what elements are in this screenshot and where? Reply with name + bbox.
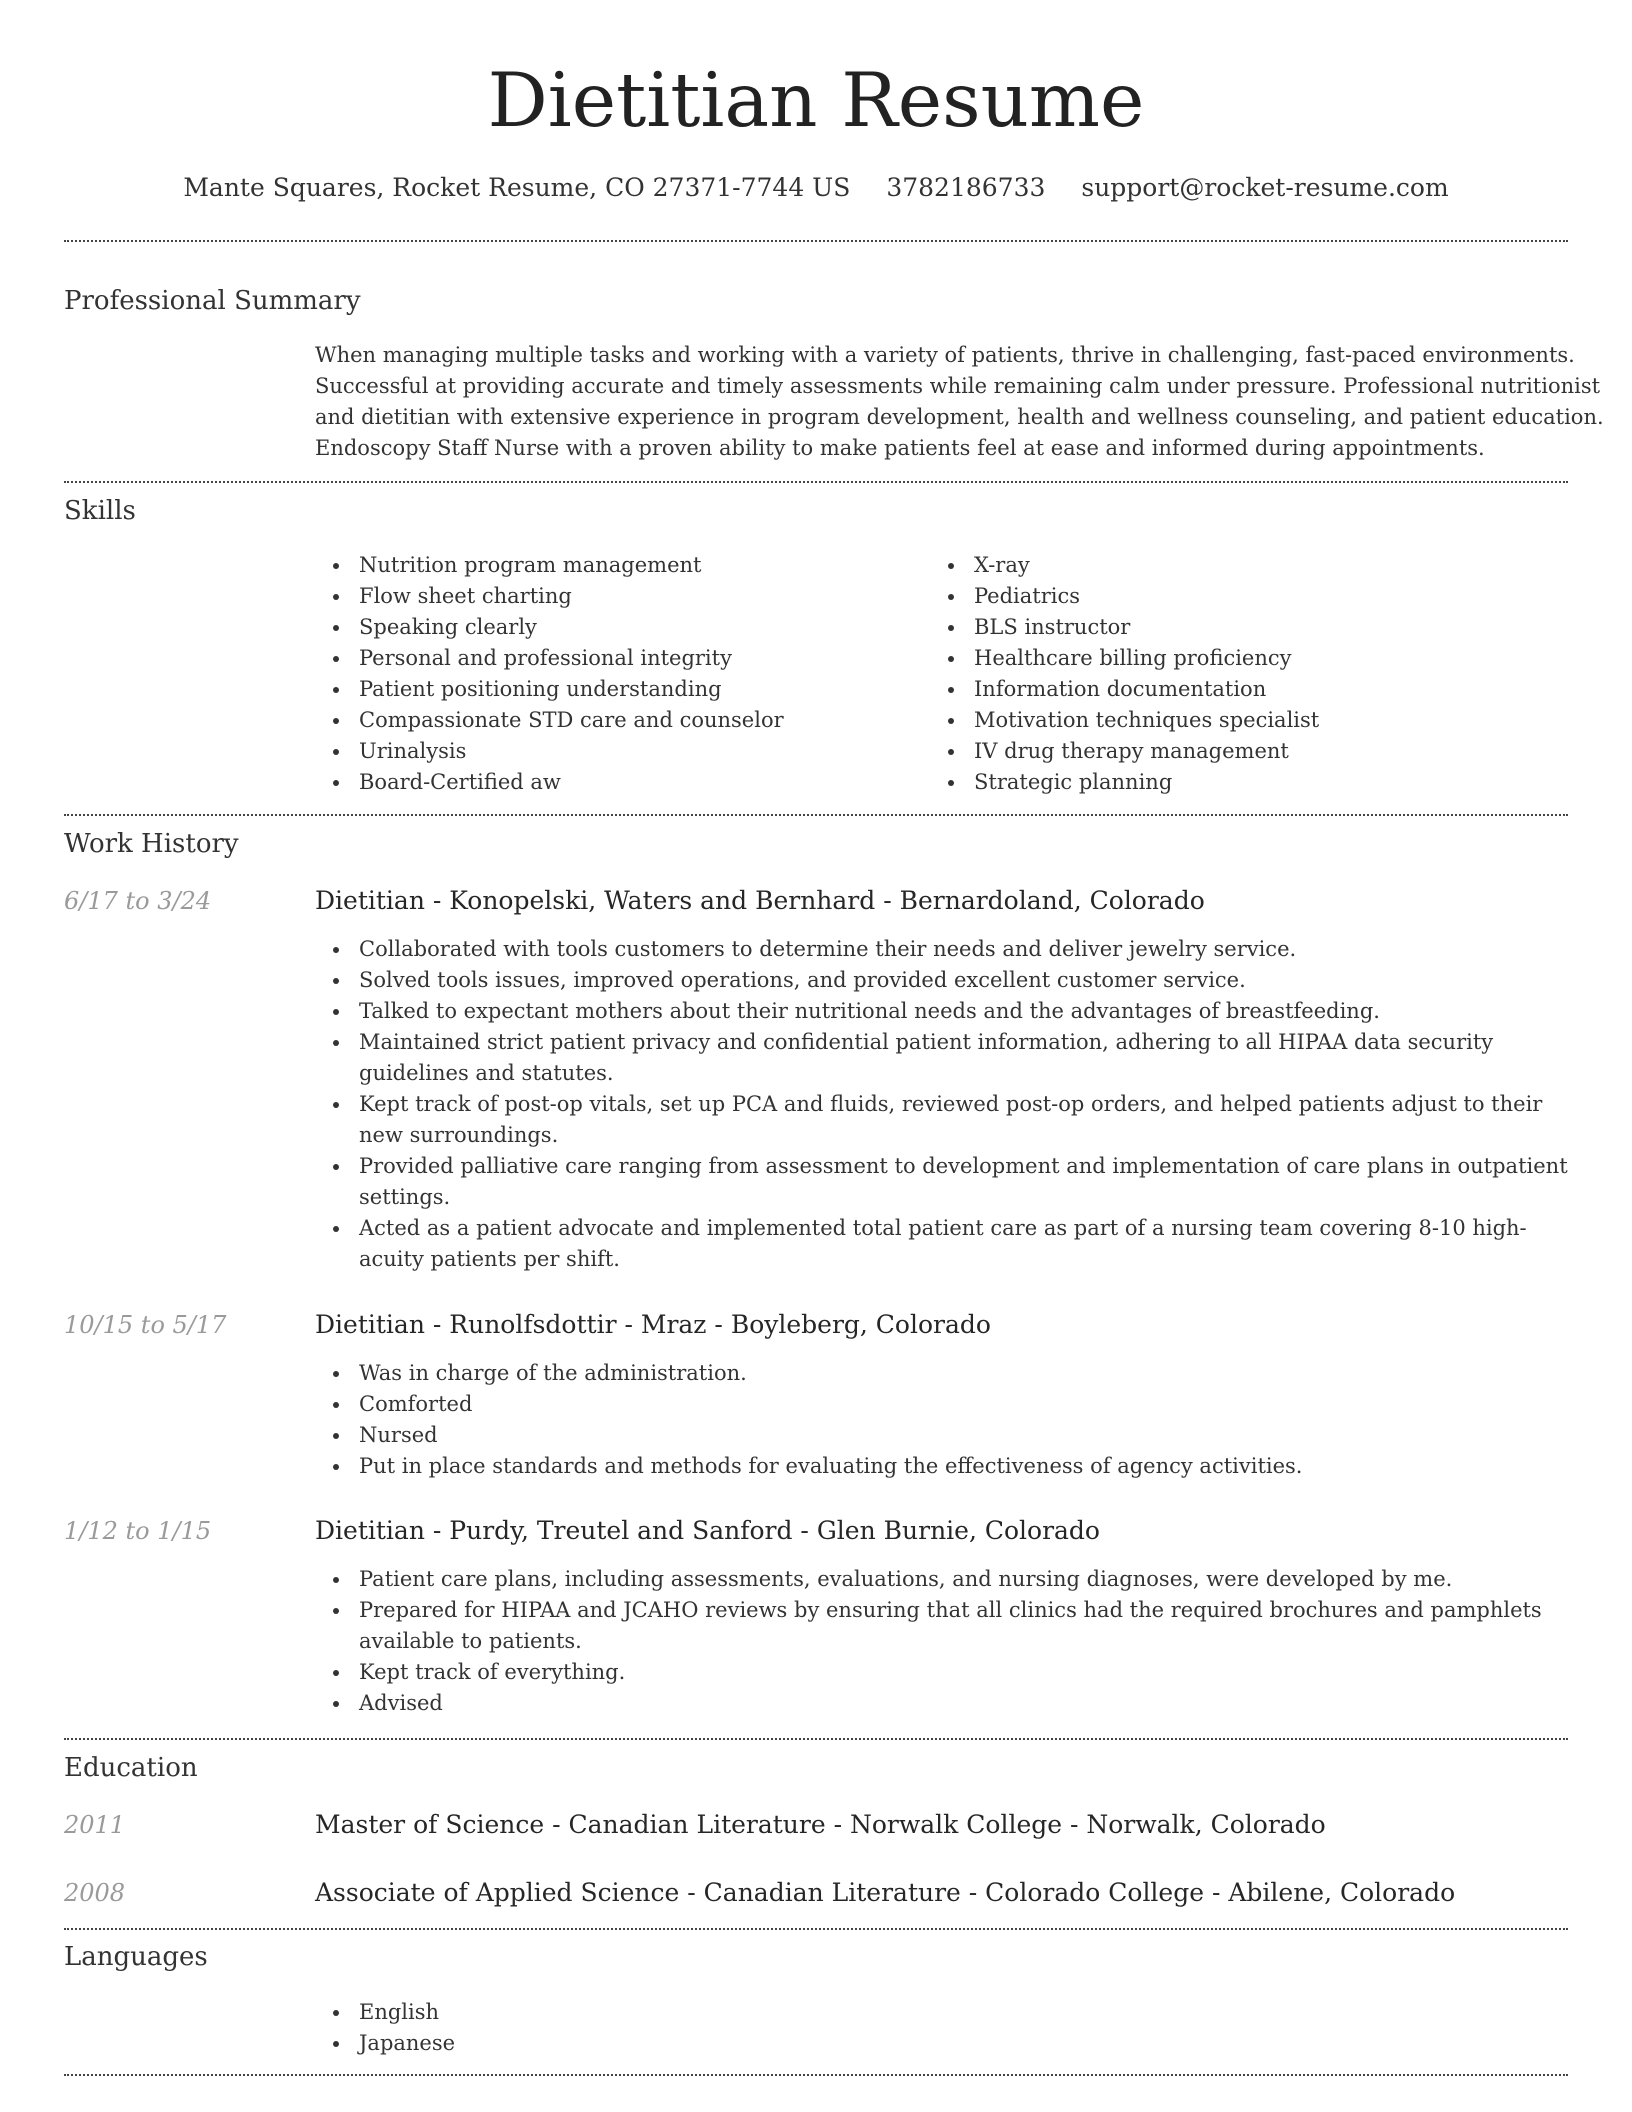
job-bullet: Put in place standards and methods for evaluating the effectiveness of agency activities. bbox=[315, 1451, 1568, 1482]
job-bullet: Was in charge of the administration. bbox=[315, 1358, 1568, 1389]
language-item: English bbox=[315, 1997, 915, 2028]
job-dates: 6/17 to 3/24 bbox=[64, 887, 212, 915]
contact-line bbox=[0, 170, 1632, 206]
languages-heading: Languages bbox=[64, 1942, 208, 1972]
work-heading: Work History bbox=[64, 829, 239, 859]
summary-line: and dietitian with extensive experience in program development, health and wellness counseling, and patient education. bbox=[315, 405, 1604, 429]
section-divider bbox=[64, 1738, 1568, 1740]
languages-list bbox=[315, 1997, 915, 2059]
skill-item: Motivation techniques specialist bbox=[930, 705, 1550, 736]
job-bullet: Comforted bbox=[315, 1389, 1568, 1420]
skill-item: Strategic planning bbox=[930, 767, 1550, 798]
skill-item: Personal and professional integrity bbox=[315, 643, 915, 674]
skill-item: Pediatrics bbox=[930, 581, 1550, 612]
education-year: 2011 bbox=[64, 1811, 126, 1839]
skill-item: X-ray bbox=[930, 550, 1550, 581]
section-divider bbox=[64, 1928, 1568, 1930]
summary-line: When managing multiple tasks and working with a variety of patients, thrive in challenging, fast-paced environments. bbox=[315, 343, 1575, 367]
skill-item: IV drug therapy management bbox=[930, 736, 1550, 767]
education-year: 2008 bbox=[64, 1879, 126, 1907]
job-bullet: Patient care plans, including assessments, evaluations, and nursing diagnoses, were developed by me. bbox=[315, 1564, 1568, 1595]
job-bullets bbox=[315, 1564, 1568, 1719]
job-bullets bbox=[315, 1358, 1568, 1482]
summary-line: Endoscopy Staff Nurse with a proven ability to make patients feel at ease and informed during appointments. bbox=[315, 436, 1485, 460]
job-title: Dietitian - Runolfsdottir - Mraz - Boyleberg, Colorado bbox=[315, 1310, 991, 1339]
job-bullet: Advised bbox=[315, 1688, 1568, 1719]
education-heading: Education bbox=[64, 1753, 198, 1783]
job-bullet: Provided palliative care ranging from assessment to development and implementation of care plans in outpatient settings. bbox=[315, 1151, 1568, 1213]
skill-item: Flow sheet charting bbox=[315, 581, 915, 612]
skill-item: Information documentation bbox=[930, 674, 1550, 705]
job-bullet: Acted as a patient advocate and implemented total patient care as part of a nursing team covering 8-10 high-acuity patients per shift. bbox=[315, 1213, 1568, 1275]
skill-item: Speaking clearly bbox=[315, 612, 915, 643]
contact-address: Mante Squares, Rocket Resume, CO 27371-7744 US bbox=[183, 173, 851, 202]
skill-item: Healthcare billing proficiency bbox=[930, 643, 1550, 674]
skill-item: BLS instructor bbox=[930, 612, 1550, 643]
job-bullet: Solved tools issues, improved operations, and provided excellent customer service. bbox=[315, 965, 1568, 996]
summary-line: Successful at providing accurate and timely assessments while remaining calm under pressure. Professional nutritionist bbox=[315, 374, 1601, 398]
job-bullet: Maintained strict patient privacy and confidential patient information, adhering to all HIPAA data security guidelines and statutes. bbox=[315, 1027, 1568, 1089]
education-entry: Associate of Applied Science - Canadian Literature - Colorado College - Abilene, Colorado bbox=[315, 1878, 1456, 1907]
skills-heading: Skills bbox=[64, 496, 136, 526]
contact-phone: 3782186733 bbox=[886, 173, 1046, 202]
job-bullet: Talked to expectant mothers about their nutritional needs and the advantages of breastfeeding. bbox=[315, 996, 1568, 1027]
job-title: Dietitian - Purdy, Treutel and Sanford - Glen Burnie, Colorado bbox=[315, 1516, 1100, 1545]
skill-item: Urinalysis bbox=[315, 736, 915, 767]
section-divider bbox=[64, 481, 1568, 483]
job-bullet: Collaborated with tools customers to determine their needs and deliver jewelry service. bbox=[315, 934, 1568, 965]
contact-email: support@rocket-resume.com bbox=[1081, 173, 1449, 202]
language-item: Japanese bbox=[315, 2028, 915, 2059]
skill-item: Board-Certified aw bbox=[315, 767, 915, 798]
summary-text bbox=[315, 340, 1604, 464]
education-entry: Master of Science - Canadian Literature - Norwalk College - Norwalk, Colorado bbox=[315, 1810, 1326, 1839]
job-title: Dietitian - Konopelski, Waters and Bernhard - Bernardoland, Colorado bbox=[315, 886, 1205, 915]
job-bullet: Kept track of post-op vitals, set up PCA and fluids, reviewed post-op orders, and helped patients adjust to their new surroundings. bbox=[315, 1089, 1568, 1151]
job-dates: 1/12 to 1/15 bbox=[64, 1517, 212, 1545]
job-bullet: Prepared for HIPAA and JCAHO reviews by ensuring that all clinics had the required brochures and pamphlets available to patients. bbox=[315, 1595, 1568, 1657]
job-bullet: Nursed bbox=[315, 1420, 1568, 1451]
job-bullet: Kept track of everything. bbox=[315, 1657, 1568, 1688]
skills-list-right bbox=[930, 550, 1550, 798]
section-divider bbox=[64, 814, 1568, 816]
skill-item: Nutrition program management bbox=[315, 550, 915, 581]
section-divider bbox=[64, 2074, 1568, 2076]
job-dates: 10/15 to 5/17 bbox=[64, 1311, 227, 1339]
skills-list-left bbox=[315, 550, 915, 798]
skill-item: Compassionate STD care and counselor bbox=[315, 705, 915, 736]
skill-item: Patient positioning understanding bbox=[315, 674, 915, 705]
section-divider bbox=[64, 240, 1568, 242]
job-bullets bbox=[315, 934, 1568, 1275]
summary-heading: Professional Summary bbox=[64, 286, 361, 316]
resume-title: Dietitian Resume bbox=[487, 56, 1145, 144]
